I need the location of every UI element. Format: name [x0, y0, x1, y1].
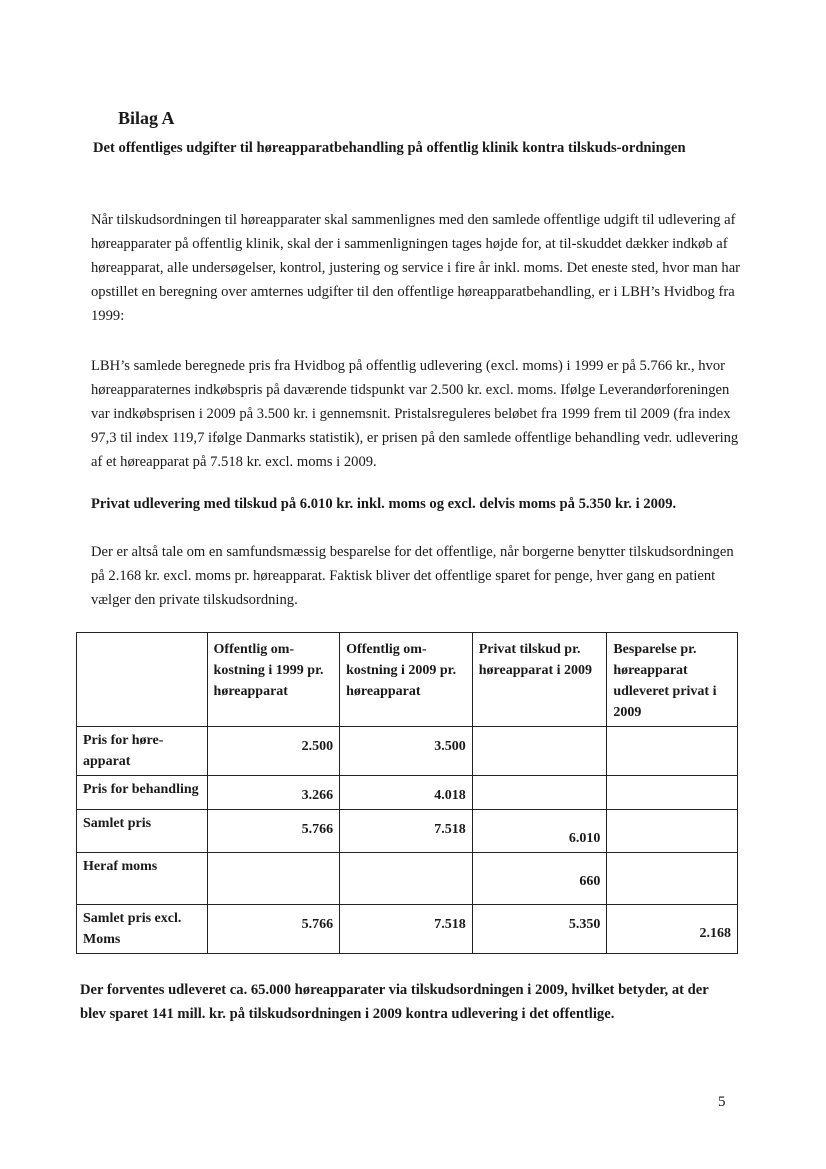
table-cell: 5.766: [207, 810, 340, 853]
table-cell: 660: [472, 853, 607, 905]
intro-paragraph: Når tilskudsordningen til høreapparater skal sammenlignes med den samlede offentlige udgift til udlevering af høreapparater på offentlig klinik, skal der i sammenligningen tages højde for, at til-skuddet dækker indkøb af høreapparat, alle undersøgelser, kontrol, justering og service i fire år inkl. moms. Det eneste sted, hvor man har opstillet en beregning over amternes udgifter til den offentlige høreapparatbehandling, er i LBH’s Hvidbog fra 1999:: [91, 212, 741, 324]
table-header-row: [77, 633, 738, 727]
calculation-paragraph: LBH’s samlede beregnede pris fra Hvidbog på offentlig udlevering (excl. moms) i 1999 er på 5.766 kr., hvor høreapparaternes indkøbspris på daværende tidspunkt var 2.500 kr. excl. moms. Ifølge Leverandørforeningen var indkøbsprisen i 2009 på 3.500 kr. i gennemsnit. Pristalsreguleres beløbet fra 1999 frem til 2009 (fra index 97,3 til index 119,7 ifølge Danmarks statistik), er prisen på den samlede offentlige behandling vedr. udlevering af et høreapparat på 7.518 kr. excl. moms i 2009.: [91, 358, 739, 470]
row-label: Samlet pris: [77, 810, 208, 853]
table-cell: 5.350: [472, 905, 607, 954]
table-cell: [607, 853, 738, 905]
cost-comparison-table: [76, 632, 738, 954]
table-header-cell: Besparelse pr. høreapparat udleveret privat i 2009: [607, 633, 738, 727]
table-header-cell: Offentlig om-kostning i 2009 pr. høreapparat: [340, 633, 473, 727]
row-label: Heraf moms: [77, 853, 208, 905]
appendix-heading: Bilag A: [118, 108, 175, 128]
page-number: 5: [718, 1094, 726, 1110]
table-cell: 5.766: [207, 905, 340, 954]
table-cell: 4.018: [340, 776, 473, 810]
private-subsidy-heading: Privat udlevering med tilskud på 6.010 kr. inkl. moms og excl. delvis moms på 5.350 kr. i 2009.: [91, 496, 677, 512]
document-subtitle: Det offentliges udgifter til høreapparatbehandling på offentlig klinik kontra tilskuds-ordningen: [93, 140, 686, 156]
table-cell: 2.168: [607, 905, 738, 954]
table-header-cell: Privat tilskud pr. høreapparat i 2009: [472, 633, 607, 727]
table-row: [77, 810, 738, 853]
conclusion-paragraph: Der forventes udleveret ca. 65.000 høreapparater via tilskudsordningen i 2009, hvilket betyder, at der blev sparet 141 mill. kr. på tilskudsordningen i 2009 kontra udlevering i det offentlige.: [80, 982, 709, 1022]
table-cell: 3.266: [207, 776, 340, 810]
table-cell: 3.500: [340, 727, 473, 776]
table-cell: 2.500: [207, 727, 340, 776]
table-header-cell: [77, 633, 208, 727]
row-label: Samlet pris excl. Moms: [77, 905, 208, 954]
row-label: Pris for høre-apparat: [77, 727, 208, 776]
table-cell: [207, 853, 340, 905]
table-cell: [340, 853, 473, 905]
table-row: [77, 853, 738, 905]
savings-paragraph: Der er altså tale om en samfundsmæssig besparelse for det offentlige, når borgerne benytter tilskudsordningen på 2.168 kr. excl. moms pr. høreapparat. Faktisk bliver det offentlige sparet for penge, hver gang en patient vælger den private tilskudsordning.: [91, 544, 734, 608]
table-cell: 7.518: [340, 810, 473, 853]
table-header-cell: Offentlig om-kostning i 1999 pr. høreapparat: [207, 633, 340, 727]
table-cell: 7.518: [340, 905, 473, 954]
table-cell: [607, 776, 738, 810]
table-cell: [472, 776, 607, 810]
table-cell: [607, 727, 738, 776]
row-label: Pris for behandling: [77, 776, 208, 810]
table-cell: 6.010: [472, 810, 607, 853]
table-row: [77, 905, 738, 954]
table-row: [77, 776, 738, 810]
table-cell: [607, 810, 738, 853]
table-row: [77, 727, 738, 776]
table-cell: [472, 727, 607, 776]
